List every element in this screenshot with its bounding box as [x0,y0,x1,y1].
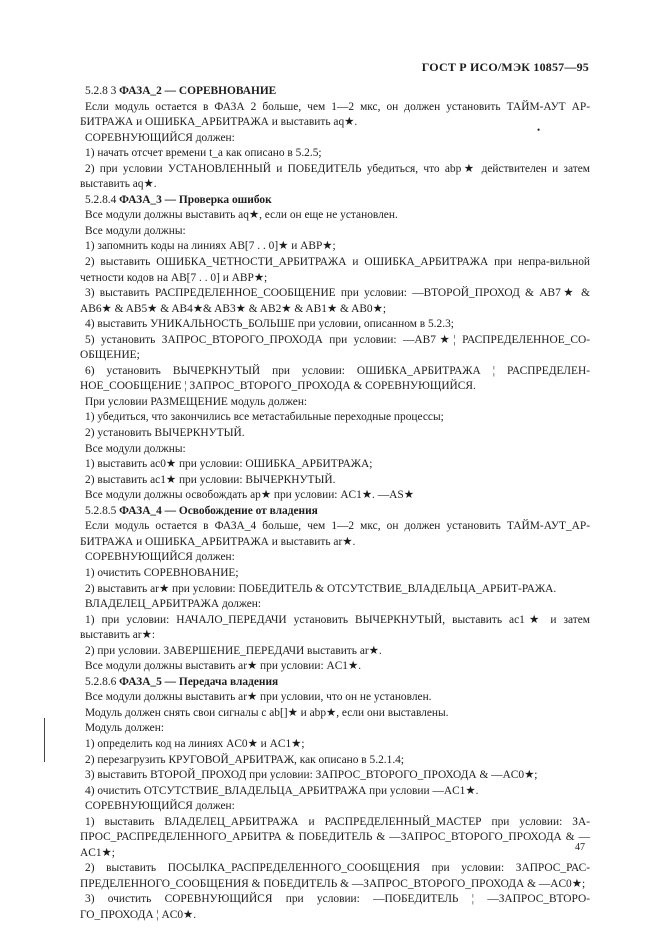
paragraph: Все модули должны выставить ar★ при условии, что он не установлен. [85,691,432,704]
list-item: 2) при условии. ЗАВЕРШЕНИЕ_ПЕРЕДАЧИ выставить ar★. [85,644,382,657]
paragraph: Все модули должны выставить ar★ при условии: AC1★. [85,660,362,673]
margin-change-bar [44,718,45,762]
section-title: ФАЗА_2 — СОРЕВНОВАНИЕ [119,85,277,97]
paragraph: Все модули должны: [85,442,186,455]
list-item: 1) запомнить коды на линиях AB[7 . . 0]★ и ABP★; [85,240,336,253]
page-content [80,84,590,924]
list-item: 2) выставить ПОСЫЛКА_РАСПРЕДЕЛЕННОГО_СООБЩЕНИЯ при условии: ЗАПРОС_РАС-ПРЕДЕЛЕННОГО_СООБЩЕНИЯ & ПОБЕДИТЕЛЬ & —ЗАПРОС_ВТОРОГО_ПРОХОДА & —AC0★; [80,862,590,890]
document-header: ГОСТ Р ИСО/МЭК 10857—95 [421,60,589,74]
section-heading: 5.2.8 3 ФАЗА_2 — СОРЕВНОВАНИЕ [85,85,277,97]
section-title: ФАЗА_4 — Освобождение от владения [119,504,318,517]
paragraph: Если модуль остается в ФАЗА_4 больше, чем 1—2 мкс, он должен установить ТАЙМ-АУТ_АР-БИТРАЖА и ОШИБКА_АРБИТРАЖА и выставить ar★. [80,520,590,548]
paragraph: Все модули должны выставить aq★, если он еще не установлен. [85,209,398,222]
list-item: 3) выставить ВТОРОЙ_ПРОХОД при условии: ЗАПРОС_ВТОРОГО_ПРОХОДА & —AC0★; [85,769,538,782]
list-item: 1) определить код на линиях AC0★ и AC1★; [85,737,305,750]
list-item: 2) перезагрузить КРУГОВОЙ_АРБИТРАЖ, как описано в 5.2.1.4; [85,753,405,766]
section-heading: 5.2.8.4 ФАЗА_3 — Проверка ошибок [85,193,272,206]
paragraph: Если модуль остается в ФАЗА 2 больше, чем 1—2 мкс, он должен установить ТАЙМ-АУТ АР-БИТРАЖА и ОШИБКА_АРБИТРАЖА и выставить aq★. [80,100,590,129]
list-item: 1) выставить ВЛАДЕЛЕЦ_АРБИТРАЖА и РАСПРЕДЕЛЕННЫЙ_МАСТЕР при условии: ЗА-ПРОС_РАСПРЕДЕЛЕННОГО_АРБИТРА & ПОБЕДИТЕЛЬ & —ЗАПРОС_ВТОРОГО_ПРОХОДА & —AC1★; [80,815,590,859]
list-item: 2) выставить ar★ при условии: ПОБЕДИТЕЛЬ & ОТСУТСТВИЕ_ВЛАДЕЛЬЦА_АРБИТ-РАЖА. [85,582,557,595]
paragraph: СОРЕВНУЮЩИЙСЯ должен: [85,131,235,144]
section-heading: 5.2.8.6 ФАЗА_5 — Передача владения [85,675,279,688]
list-item: 1) начать отсчет времени t_a как описано в 5.2.5; [85,147,322,160]
list-item: 3) очистить СОРЕВНУЮЩИЙСЯ при условии: —ПОБЕДИТЕЛЬ ¦ —ЗАПРОС_ВТОРО-ГО_ПРОХОДА ¦ AC0★. [80,893,590,921]
section-title: ФАЗА_3 — Проверка ошибок [119,193,272,206]
paragraph: ВЛАДЕЛЕЦ_АРБИТРАЖА должен: [85,598,262,611]
page-number: 47 [575,842,585,853]
list-item: 4) выставить УНИКАЛЬНОСТЬ_БОЛЬШЕ при условии, описанном в 5.2.3; [85,318,454,331]
list-item: 4) очистить ОТСУТСТВИЕ_ВЛАДЕЛЬЦА_АРБИТРАЖА при условии —AC1★. [85,784,479,797]
paragraph: Все модули должны освобождать ap★ при условии: AC1★. —AS★ [85,489,414,502]
paragraph: Модуль должен снять свои сигналы с ab[]★ и abp★, если они выставлены. [85,706,449,719]
paragraph: СОРЕВНУЮЩИЙСЯ должен: [85,800,235,813]
list-item: 5) установить ЗАПРОС_ВТОРОГО_ПРОХОДА при условии: —AB7★¦ РАСПРЕДЕЛЕННОЕ_СО-ОБЩЕНИЕ; [80,333,590,362]
list-item: 1) при условии: НАЧАЛО_ПЕРЕДАЧИ установить ВЫЧЕРКНУТЫЙ, выставить ac1★ и затем выставить ar★: [80,613,590,642]
list-item: 2) выставить ОШИБКА_ЧЕТНОСТИ_АРБИТРАЖА и ОШИБКА_АРБИТРАЖА при непра-вильной четности кодов на AB[7 . . 0] и ABP★; [80,256,590,284]
section-title: ФАЗА_5 — Передача владения [119,675,279,688]
list-item: 2) при условии УСТАНОВЛЕННЫЙ и ПОБЕДИТЕЛЬ убедиться, что abp★ действителен и затем выставить aq★. [80,162,590,191]
paragraph: СОРЕВНУЮЩИЙСЯ должен: [85,551,235,564]
stray-mark: • [537,125,541,135]
list-item: 1) убедиться, что закончились все метастабильные переходные процессы; [85,411,444,424]
list-item: 6) установить ВЫЧЕРКНУТЫЙ при условии: ОШИБКА_АРБИТРАЖА ¦ РАСПРЕДЕЛЕН-НОЕ_СООБЩЕНИЕ ¦ ЗАПРОС_ВТОРОГО_ПРОХОДА & СОРЕВНУЮЩИЙСЯ. [80,364,590,393]
list-item: 2) установить ВЫЧЕРКНУТЫЙ. [85,427,245,440]
list-item: 1) выставить ac0★ при условии: ОШИБКА_АРБИТРАЖА; [85,458,373,471]
paragraph: При условии РАЗМЕЩЕНИЕ модуль должен: [85,395,308,408]
list-item: 1) очистить СОРЕВНОВАНИЕ; [85,566,239,579]
list-item: 2) выставить ac1★ при условии: ВЫЧЕРКНУТЫЙ. [85,473,336,486]
list-item: 3) выставить РАСПРЕДЕЛЕННОЕ_СООБЩЕНИЕ при условии: —ВТОРОЙ_ПРОХОД & AB7★ & AB6★ & AB5★ & AB4★& AB3★ & AB2★ & AB1★ & AB0★; [80,287,590,315]
paragraph: Модуль должен: [85,722,164,735]
paragraph: Все модули должны: [85,224,186,237]
section-heading: 5.2.8.5 ФАЗА_4 — Освобождение от владения [85,504,318,517]
